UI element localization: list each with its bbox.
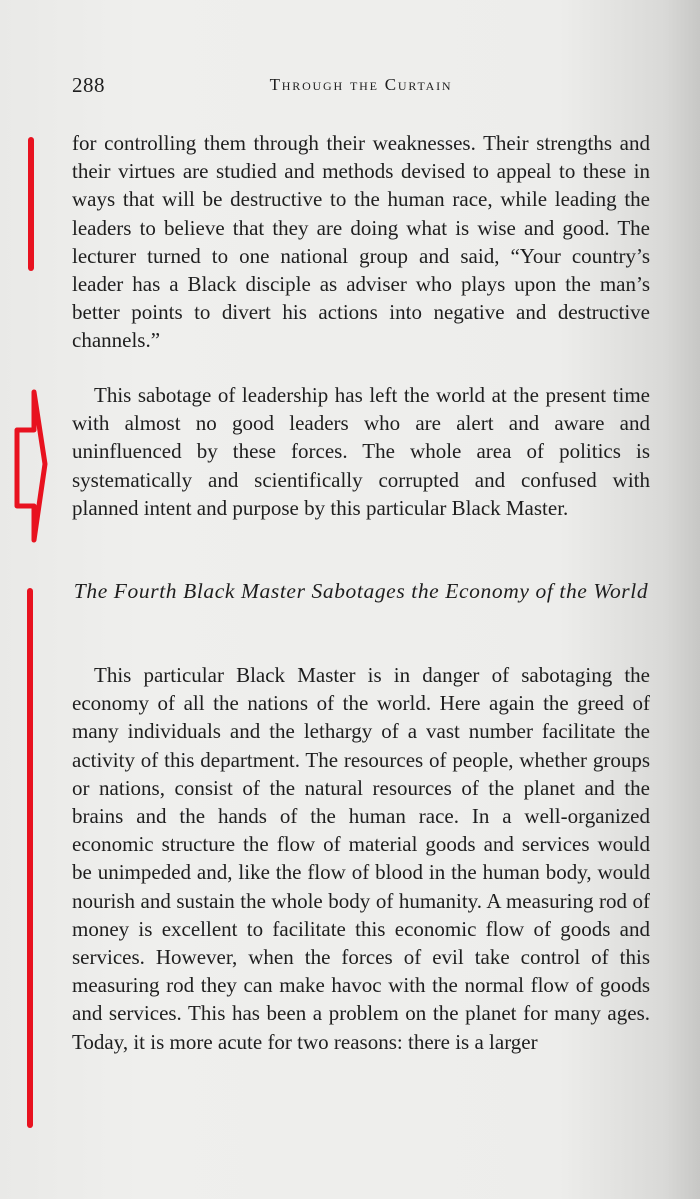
red-arrow-icon bbox=[10, 386, 50, 548]
red-margin-line-top bbox=[28, 137, 34, 271]
paragraph: This sabotage of leadership has left the world at the present time with almost no good leaders who are alert and aware and uninfluenced by these forces. The whole area of politics is systematically and scientifically corrupted and confused with planned intent and purpose by this particular Black Master. bbox=[72, 383, 650, 520]
paragraph: This particular Black Master is in danger of sabotaging the economy of all the nations of the world. Here again the greed of many individuals and the lethargy of a vast number facilitate the activity of this department. The resources of people, whether groups or nations, consist of the natural resources of the planet and the brains and the hands of the human race. In a well-organized economic structure the flow of material goods and services would be unimpeded and, like the flow of blood in the human body, would nourish and sustain the whole body of humanity. A measuring rod of money is excellent to facilitate this economic flow of goods and services. However, when the forces of evil take control of this measuring rod they can make havoc with the normal flow of goods and services. This has been a problem on the planet for many ages. Today, it is more acute for two reasons: there is a larger bbox=[72, 663, 650, 1054]
running-title: Through the Curtain bbox=[269, 75, 453, 94]
page-number: 288 bbox=[72, 73, 105, 97]
page-header bbox=[72, 73, 650, 103]
section-heading: The Fourth Black Master Sabotages the Economy of the World bbox=[73, 579, 649, 603]
red-margin-line-bottom bbox=[27, 588, 33, 1128]
paragraph: for controlling them through their weaknesses. Their strengths and their virtues are studied and methods devised to appeal to these in ways that will be destructive to the human race, while leading the leaders to believe that they are doing what is wise and good. The lecturer turned to one national group and said, “Your country’s leader has a Black disciple as adviser who plays upon the man’s better points to divert his actions into negative and destructive channels.” bbox=[72, 131, 650, 353]
